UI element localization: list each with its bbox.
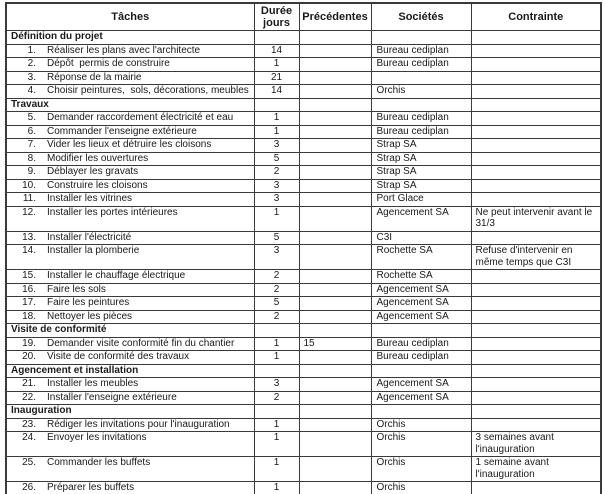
company-cell: Agencement SA <box>371 310 471 324</box>
section-constraint-cell <box>471 405 601 419</box>
task-cell <box>6 58 254 72</box>
task-number: 13. <box>22 231 36 243</box>
task-label: Choisir peintures, sols, décorations, meubles <box>47 85 249 96</box>
section-title-cell: Travaux <box>6 98 254 112</box>
duration-cell: 2 <box>254 166 299 180</box>
company-cell: Agencement SA <box>371 391 471 405</box>
task-number: 12. <box>22 206 36 218</box>
task-row <box>6 44 601 58</box>
task-number: 18. <box>22 310 36 322</box>
task-label: Commander les buffets <box>47 457 151 468</box>
section-row <box>6 364 601 378</box>
section-predecessors-cell <box>299 31 371 45</box>
task-number: 10. <box>22 179 36 191</box>
duration-cell: 1 <box>254 125 299 139</box>
constraint-cell <box>471 71 601 85</box>
duration-cell: 2 <box>254 283 299 297</box>
task-row <box>6 418 601 432</box>
company-cell: Orchis <box>371 432 471 457</box>
predecessors-cell <box>299 231 371 245</box>
company-cell: Orchis <box>371 85 471 99</box>
task-label: Faire les sols <box>47 283 106 295</box>
task-label: Installer l'électricité <box>47 231 132 243</box>
task-label: Déblayer les gravats <box>47 166 139 177</box>
section-company-cell <box>371 98 471 112</box>
constraint-cell <box>471 351 601 365</box>
section-constraint-cell <box>471 31 601 45</box>
company-cell: Agencement SA <box>371 378 471 392</box>
task-row <box>6 71 601 85</box>
task-label: Installer l'enseigne extérieure <box>47 391 177 403</box>
predecessors-cell <box>299 44 371 58</box>
project-task-table <box>5 2 602 494</box>
task-cell <box>6 482 254 494</box>
task-cell <box>6 152 254 166</box>
section-row <box>6 324 601 338</box>
predecessors-cell <box>299 482 371 494</box>
duration-cell: 1 <box>254 337 299 351</box>
task-cell <box>6 432 254 457</box>
task-cell <box>6 112 254 126</box>
task-label: Installer les vitrines <box>47 193 133 204</box>
predecessors-cell <box>299 245 371 270</box>
task-cell <box>6 457 254 482</box>
col-header-societes: Sociétés <box>371 3 471 31</box>
section-predecessors-cell <box>299 324 371 338</box>
section-duration-cell <box>254 31 299 45</box>
predecessors-cell <box>299 432 371 457</box>
duration-cell: 1 <box>254 418 299 432</box>
task-number: 7. <box>27 139 36 150</box>
duration-cell: 1 <box>254 351 299 365</box>
duration-cell: 5 <box>254 297 299 311</box>
company-cell: Agencement SA <box>371 206 471 231</box>
section-constraint-cell <box>471 364 601 378</box>
constraint-cell <box>471 112 601 126</box>
section-constraint-cell <box>471 324 601 338</box>
duration-cell: 5 <box>254 231 299 245</box>
duration-cell: 1 <box>254 432 299 457</box>
duration-cell: 2 <box>254 391 299 405</box>
task-number: 2. <box>27 58 36 69</box>
duration-cell: 1 <box>254 482 299 494</box>
task-row <box>6 457 601 482</box>
task-row <box>6 152 601 166</box>
task-cell <box>6 231 254 245</box>
section-predecessors-cell <box>299 98 371 112</box>
company-cell: Rochette SA <box>371 270 471 284</box>
company-cell: Bureau cediplan <box>371 58 471 72</box>
task-cell <box>6 245 254 270</box>
predecessors-cell <box>299 112 371 126</box>
duration-cell: 1 <box>254 457 299 482</box>
section-row <box>6 405 601 419</box>
task-cell <box>6 166 254 180</box>
predecessors-cell <box>299 457 371 482</box>
constraint-cell <box>471 152 601 166</box>
duration-cell: 3 <box>254 193 299 207</box>
col-header-taches: Tâches <box>6 3 254 31</box>
predecessors-cell <box>299 297 371 311</box>
task-number: 24. <box>22 432 36 443</box>
company-cell: Strap SA <box>371 179 471 193</box>
task-number: 4. <box>27 85 36 96</box>
task-number: 21. <box>22 378 36 389</box>
task-cell <box>6 378 254 392</box>
predecessors-cell <box>299 125 371 139</box>
task-number: 9. <box>27 166 36 177</box>
duration-cell: 5 <box>254 152 299 166</box>
task-label: Visite de conformité des travaux <box>47 351 190 362</box>
company-cell: Bureau cediplan <box>371 125 471 139</box>
constraint-cell <box>471 391 601 405</box>
section-title-cell: Définition du projet <box>6 31 254 45</box>
company-cell: Rochette SA <box>371 245 471 270</box>
predecessors-cell <box>299 391 371 405</box>
predecessors-cell <box>299 310 371 324</box>
task-row <box>6 166 601 180</box>
company-cell: Bureau cediplan <box>371 351 471 365</box>
section-predecessors-cell <box>299 405 371 419</box>
task-label: Rédiger les invitations pour l'inauguration <box>47 418 230 430</box>
task-label: Demander raccordement électricité et eau <box>47 112 234 123</box>
task-label: Dépôt permis de construire <box>47 58 170 69</box>
company-cell: Bureau cediplan <box>371 44 471 58</box>
duration-cell: 2 <box>254 310 299 324</box>
task-row <box>6 193 601 207</box>
task-cell <box>6 270 254 284</box>
constraint-cell <box>471 337 601 351</box>
task-row <box>6 58 601 72</box>
task-number: 5. <box>27 112 36 123</box>
task-label: Installer le chauffage électrique <box>47 270 186 281</box>
duration-cell: 3 <box>254 245 299 270</box>
header-row <box>6 3 601 31</box>
predecessors-cell <box>299 58 371 72</box>
duration-cell: 1 <box>254 206 299 231</box>
constraint-cell <box>471 179 601 193</box>
task-row <box>6 179 601 193</box>
predecessors-cell <box>299 71 371 85</box>
task-row <box>6 337 601 351</box>
task-label: Construire les cloisons <box>47 179 148 191</box>
task-number: 26. <box>22 482 36 493</box>
section-row <box>6 31 601 45</box>
section-title-cell: Visite de conformité <box>6 324 254 338</box>
predecessors-cell <box>299 179 371 193</box>
task-cell <box>6 337 254 351</box>
company-cell: Strap SA <box>371 139 471 153</box>
constraint-cell <box>471 139 601 153</box>
section-row <box>6 98 601 112</box>
duration-cell: 3 <box>254 378 299 392</box>
company-cell: Port Glace <box>371 193 471 207</box>
task-label: Installer la plomberie <box>47 245 140 256</box>
company-cell: Bureau cediplan <box>371 337 471 351</box>
col-header-precedentes: Précédentes <box>299 3 371 31</box>
task-number: 23. <box>22 418 36 430</box>
task-row <box>6 351 601 365</box>
task-row <box>6 297 601 311</box>
task-row <box>6 85 601 99</box>
task-row <box>6 432 601 457</box>
section-duration-cell <box>254 324 299 338</box>
task-cell <box>6 71 254 85</box>
constraint-cell <box>471 44 601 58</box>
section-duration-cell <box>254 98 299 112</box>
constraint-cell <box>471 378 601 392</box>
predecessors-cell <box>299 139 371 153</box>
task-row <box>6 139 601 153</box>
section-company-cell <box>371 364 471 378</box>
task-label: Réaliser les plans avec l'architecte <box>47 44 201 56</box>
constraint-cell <box>471 85 601 99</box>
constraint-cell <box>471 58 601 72</box>
section-duration-cell <box>254 405 299 419</box>
predecessors-cell: 15 <box>299 337 371 351</box>
task-cell <box>6 139 254 153</box>
constraint-cell <box>471 310 601 324</box>
company-cell: Agencement SA <box>371 283 471 297</box>
task-label: Vider les lieux et détruire les cloisons <box>47 139 212 150</box>
task-row <box>6 206 601 231</box>
task-number: 17. <box>22 297 36 308</box>
task-label: Installer les meubles <box>47 378 139 389</box>
task-number: 1. <box>27 44 36 56</box>
task-cell <box>6 283 254 297</box>
predecessors-cell <box>299 166 371 180</box>
duration-cell: 2 <box>254 270 299 284</box>
predecessors-cell <box>299 378 371 392</box>
task-label: Demander visite conformité fin du chantier <box>47 337 235 349</box>
task-row <box>6 482 601 494</box>
duration-cell: 14 <box>254 85 299 99</box>
task-number: 14. <box>22 245 36 256</box>
section-company-cell <box>371 405 471 419</box>
col-header-duree-jours: Durée jours <box>254 3 299 31</box>
task-number: 15. <box>22 270 36 281</box>
task-cell <box>6 391 254 405</box>
table-body <box>6 31 601 494</box>
duration-cell: 1 <box>254 112 299 126</box>
task-row <box>6 245 601 270</box>
predecessors-cell <box>299 351 371 365</box>
task-label: Installer les portes intérieures <box>47 206 178 218</box>
section-predecessors-cell <box>299 364 371 378</box>
task-label: Modifier les ouvertures <box>47 152 149 164</box>
task-row <box>6 112 601 126</box>
section-company-cell <box>371 31 471 45</box>
predecessors-cell <box>299 418 371 432</box>
task-row <box>6 270 601 284</box>
task-cell <box>6 310 254 324</box>
duration-cell: 3 <box>254 139 299 153</box>
task-cell <box>6 351 254 365</box>
constraint-cell: Ne peut intervenir avant le 31/3 <box>471 206 601 231</box>
task-cell <box>6 418 254 432</box>
section-duration-cell <box>254 364 299 378</box>
constraint-cell: 3 semaines avant l'inauguration <box>471 432 601 457</box>
task-cell <box>6 44 254 58</box>
task-number: 6. <box>27 125 36 137</box>
predecessors-cell <box>299 193 371 207</box>
task-number: 16. <box>22 283 36 295</box>
constraint-cell: Refuse d'intervenir en même temps que C3I <box>471 245 601 270</box>
task-label: Commander l'enseigne extérieure <box>47 125 197 137</box>
task-cell <box>6 297 254 311</box>
task-label: Réponse de la mairie <box>47 71 142 83</box>
task-label: Faire les peintures <box>47 297 130 308</box>
task-number: 3. <box>27 71 36 83</box>
company-cell: Orchis <box>371 482 471 494</box>
company-cell <box>371 71 471 85</box>
duration-cell: 3 <box>254 179 299 193</box>
constraint-cell <box>471 270 601 284</box>
constraint-cell <box>471 166 601 180</box>
constraint-cell <box>471 418 601 432</box>
task-number: 22. <box>22 391 36 403</box>
task-number: 8. <box>27 152 36 164</box>
company-cell: Strap SA <box>371 152 471 166</box>
duration-cell: 21 <box>254 71 299 85</box>
task-cell <box>6 206 254 231</box>
company-cell: Orchis <box>371 418 471 432</box>
col-header-contrainte: Contrainte <box>471 3 601 31</box>
task-row <box>6 391 601 405</box>
company-cell: Strap SA <box>371 166 471 180</box>
task-label: Préparer les buffets <box>47 482 135 493</box>
constraint-cell <box>471 125 601 139</box>
task-row <box>6 378 601 392</box>
company-cell: C3I <box>371 231 471 245</box>
predecessors-cell <box>299 283 371 297</box>
constraint-cell <box>471 482 601 494</box>
duration-cell: 1 <box>254 58 299 72</box>
task-number: 25. <box>22 457 36 468</box>
company-cell: Agencement SA <box>371 297 471 311</box>
company-cell: Orchis <box>371 457 471 482</box>
company-cell: Bureau cediplan <box>371 112 471 126</box>
task-cell <box>6 85 254 99</box>
predecessors-cell <box>299 152 371 166</box>
task-cell <box>6 125 254 139</box>
task-row <box>6 231 601 245</box>
task-row <box>6 283 601 297</box>
task-label: Nettoyer les pièces <box>47 310 133 322</box>
section-constraint-cell <box>471 98 601 112</box>
task-number: 19. <box>22 337 36 349</box>
section-company-cell <box>371 324 471 338</box>
section-title-cell: Inauguration <box>6 405 254 419</box>
predecessors-cell <box>299 206 371 231</box>
constraint-cell <box>471 231 601 245</box>
predecessors-cell <box>299 85 371 99</box>
duration-cell: 14 <box>254 44 299 58</box>
task-label: Envoyer les invitations <box>47 432 147 443</box>
task-cell <box>6 179 254 193</box>
constraint-cell <box>471 297 601 311</box>
task-row <box>6 310 601 324</box>
task-cell <box>6 193 254 207</box>
constraint-cell <box>471 193 601 207</box>
predecessors-cell <box>299 270 371 284</box>
constraint-cell <box>471 283 601 297</box>
task-number: 11. <box>22 193 36 204</box>
section-title-cell: Agencement et installation <box>6 364 254 378</box>
task-row <box>6 125 601 139</box>
task-number: 20. <box>22 351 36 362</box>
constraint-cell: 1 semaine avant l'inauguration <box>471 457 601 482</box>
